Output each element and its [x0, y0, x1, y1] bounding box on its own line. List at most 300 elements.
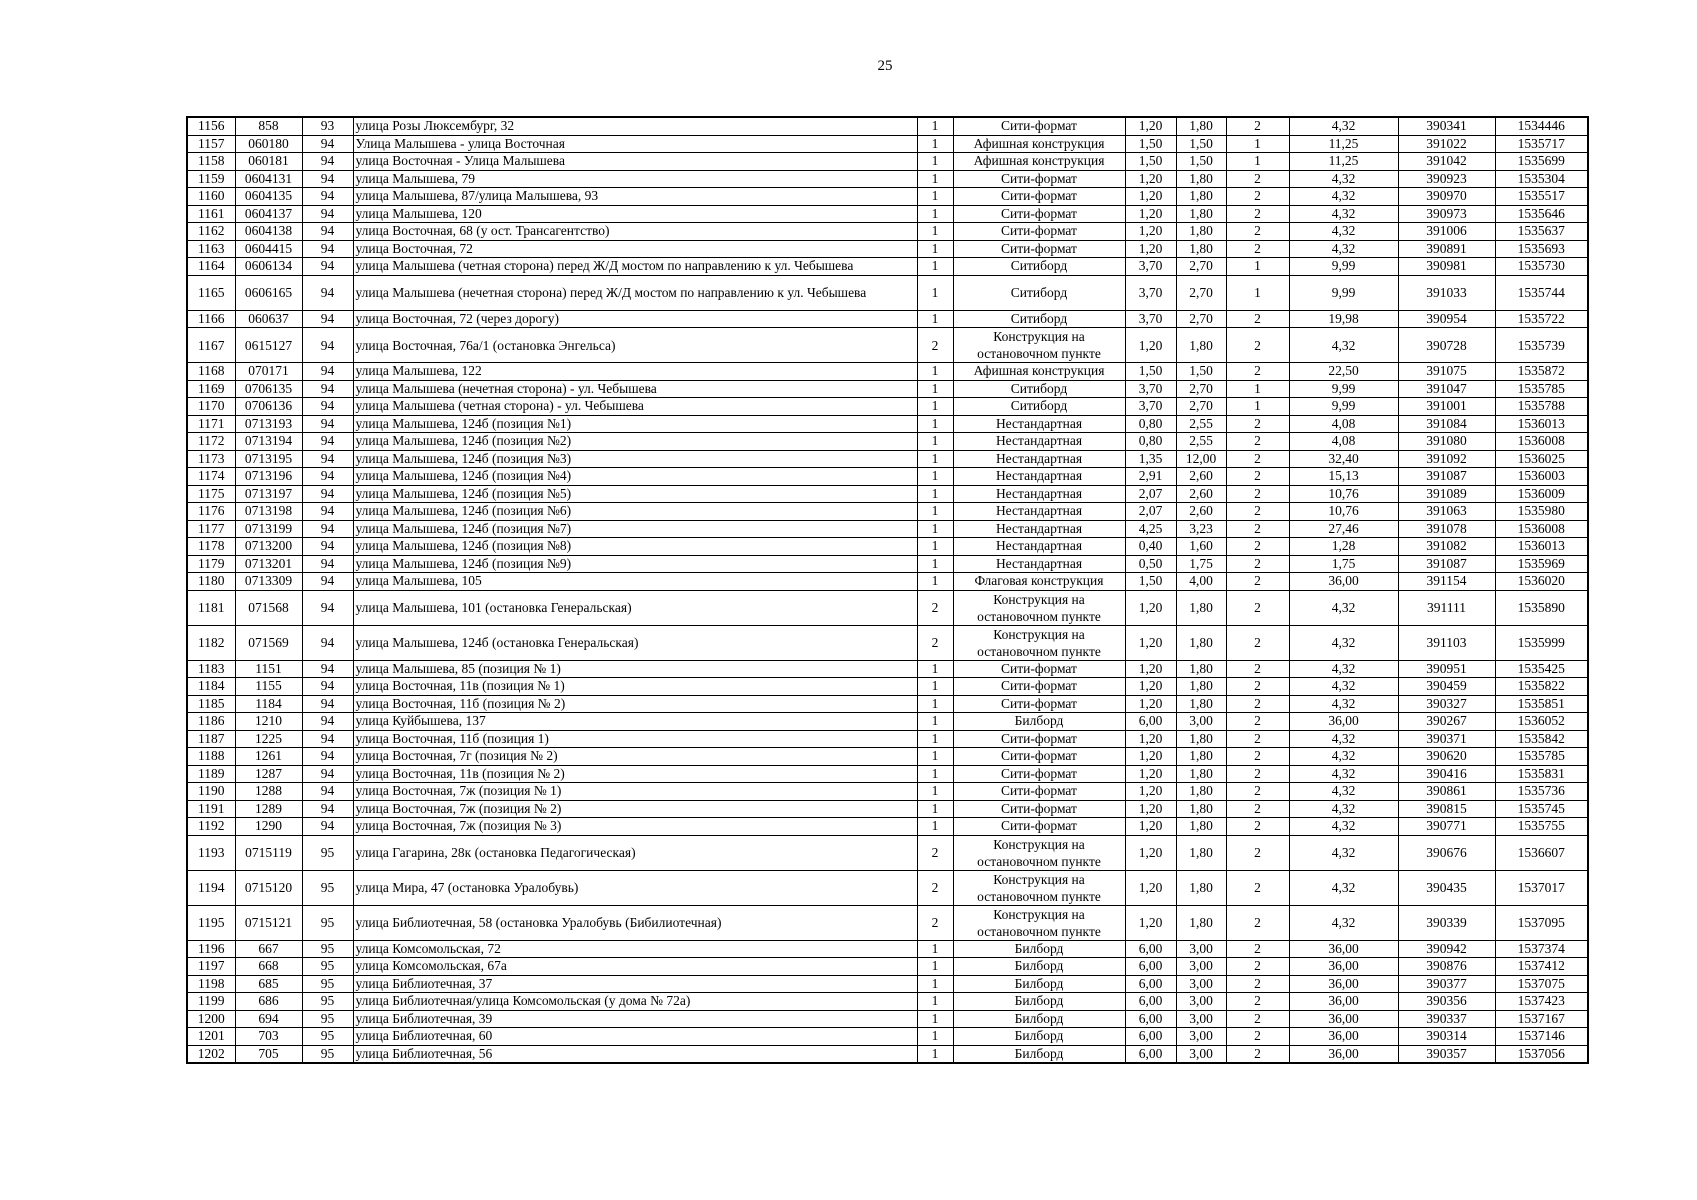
height-cell: 1,80 [1176, 835, 1226, 870]
construction-type-cell: Ситиборд [953, 258, 1125, 276]
type-code-cell: 1 [917, 800, 953, 818]
code-cell: 0606165 [235, 275, 302, 310]
height-cell: 3,00 [1176, 940, 1226, 958]
code-cell: 858 [235, 117, 302, 135]
district-cell: 94 [302, 748, 353, 766]
type-code-cell: 1 [917, 485, 953, 503]
height-cell: 1,80 [1176, 870, 1226, 905]
coord-x-cell: 390356 [1398, 993, 1495, 1011]
table-row [187, 223, 1588, 241]
coord-y-cell: 1535831 [1495, 765, 1588, 783]
area-cell: 36,00 [1289, 1010, 1398, 1028]
code-cell: 1210 [235, 713, 302, 731]
sides-cell: 2 [1226, 940, 1289, 958]
sides-cell: 2 [1226, 485, 1289, 503]
district-cell: 94 [302, 328, 353, 363]
coord-y-cell: 1536008 [1495, 520, 1588, 538]
height-cell: 12,00 [1176, 450, 1226, 468]
height-cell: 2,60 [1176, 503, 1226, 521]
coord-y-cell: 1535304 [1495, 170, 1588, 188]
code-cell: 0706135 [235, 380, 302, 398]
district-cell: 94 [302, 538, 353, 556]
row-number-cell: 1165 [187, 275, 235, 310]
table-row [187, 993, 1588, 1011]
address-cell: улица Малышева, 122 [353, 363, 917, 381]
address-cell: улица Восточная, 7ж (позиция № 2) [353, 800, 917, 818]
construction-type-cell: Сити-формат [953, 818, 1125, 836]
table-row [187, 398, 1588, 416]
width-cell: 1,20 [1125, 783, 1176, 801]
type-code-cell: 1 [917, 258, 953, 276]
address-cell: улица Малышева, 105 [353, 573, 917, 591]
construction-type-cell: Сити-формат [953, 117, 1125, 135]
coord-x-cell: 391087 [1398, 468, 1495, 486]
coord-y-cell: 1535872 [1495, 363, 1588, 381]
width-cell: 6,00 [1125, 1045, 1176, 1063]
height-cell: 3,00 [1176, 1010, 1226, 1028]
district-cell: 94 [302, 660, 353, 678]
height-cell: 2,55 [1176, 433, 1226, 451]
code-cell: 668 [235, 958, 302, 976]
coord-y-cell: 1535646 [1495, 205, 1588, 223]
height-cell: 3,00 [1176, 993, 1226, 1011]
code-cell: 1261 [235, 748, 302, 766]
type-code-cell: 1 [917, 975, 953, 993]
code-cell: 0713195 [235, 450, 302, 468]
width-cell: 3,70 [1125, 275, 1176, 310]
coord-x-cell: 390357 [1398, 1045, 1495, 1063]
district-cell: 94 [302, 258, 353, 276]
area-cell: 4,32 [1289, 783, 1398, 801]
type-code-cell: 1 [917, 153, 953, 171]
district-cell: 94 [302, 135, 353, 153]
construction-type-cell: Сити-формат [953, 240, 1125, 258]
coord-y-cell: 1535785 [1495, 380, 1588, 398]
address-cell: улица Библиотечная, 37 [353, 975, 917, 993]
district-cell: 95 [302, 975, 353, 993]
area-cell: 4,32 [1289, 870, 1398, 905]
sides-cell: 2 [1226, 993, 1289, 1011]
code-cell: 0715121 [235, 905, 302, 940]
coord-y-cell: 1535637 [1495, 223, 1588, 241]
district-cell: 95 [302, 905, 353, 940]
code-cell: 1288 [235, 783, 302, 801]
coord-y-cell: 1535517 [1495, 188, 1588, 206]
coord-x-cell: 391080 [1398, 433, 1495, 451]
coord-y-cell: 1535822 [1495, 678, 1588, 696]
type-code-cell: 2 [917, 835, 953, 870]
row-number-cell: 1179 [187, 555, 235, 573]
address-cell: улица Малышева, 124б (позиция №3) [353, 450, 917, 468]
code-cell: 0713193 [235, 415, 302, 433]
coord-x-cell: 390771 [1398, 818, 1495, 836]
coord-x-cell: 390459 [1398, 678, 1495, 696]
district-cell: 94 [302, 223, 353, 241]
width-cell: 6,00 [1125, 975, 1176, 993]
table-row [187, 1010, 1588, 1028]
sides-cell: 2 [1226, 310, 1289, 328]
type-code-cell: 1 [917, 170, 953, 188]
area-cell: 1,28 [1289, 538, 1398, 556]
sides-cell: 2 [1226, 555, 1289, 573]
coord-x-cell: 391103 [1398, 625, 1495, 660]
address-cell: улица Малышева, 124б (остановка Генеральская) [353, 625, 917, 660]
coord-x-cell: 391154 [1398, 573, 1495, 591]
width-cell: 2,07 [1125, 485, 1176, 503]
address-cell: улица Восточная, 11б (позиция 1) [353, 730, 917, 748]
table-row [187, 1028, 1588, 1046]
coord-x-cell: 390970 [1398, 188, 1495, 206]
district-cell: 94 [302, 520, 353, 538]
construction-type-cell: Сити-формат [953, 765, 1125, 783]
type-code-cell: 1 [917, 660, 953, 678]
row-number-cell: 1168 [187, 363, 235, 381]
area-cell: 9,99 [1289, 275, 1398, 310]
type-code-cell: 2 [917, 590, 953, 625]
coord-y-cell: 1535755 [1495, 818, 1588, 836]
row-number-cell: 1184 [187, 678, 235, 696]
height-cell: 3,00 [1176, 713, 1226, 731]
sides-cell: 2 [1226, 590, 1289, 625]
district-cell: 94 [302, 415, 353, 433]
type-code-cell: 1 [917, 555, 953, 573]
coord-x-cell: 391075 [1398, 363, 1495, 381]
type-code-cell: 1 [917, 1028, 953, 1046]
area-cell: 4,32 [1289, 818, 1398, 836]
type-code-cell: 1 [917, 363, 953, 381]
construction-type-cell: Сити-формат [953, 695, 1125, 713]
sides-cell: 2 [1226, 625, 1289, 660]
table-row [187, 870, 1588, 905]
register-table [186, 116, 1589, 1064]
row-number-cell: 1169 [187, 380, 235, 398]
construction-type-cell: Сити-формат [953, 730, 1125, 748]
height-cell: 1,80 [1176, 205, 1226, 223]
coord-x-cell: 391084 [1398, 415, 1495, 433]
row-number-cell: 1201 [187, 1028, 235, 1046]
construction-type-cell: Билборд [953, 975, 1125, 993]
address-cell: улица Малышева (нечетная сторона) перед Ж/Д мостом по направлению к ул. Чебышева [353, 275, 917, 310]
address-cell: улица Восточная, 76а/1 (остановка Энгельса) [353, 328, 917, 363]
height-cell: 1,50 [1176, 153, 1226, 171]
code-cell: 0604415 [235, 240, 302, 258]
coord-x-cell: 390620 [1398, 748, 1495, 766]
height-cell: 2,70 [1176, 310, 1226, 328]
coord-y-cell: 1535739 [1495, 328, 1588, 363]
area-cell: 32,40 [1289, 450, 1398, 468]
table-body [187, 117, 1588, 1063]
construction-type-cell: Конструкция на остановочном пункте [953, 590, 1125, 625]
height-cell: 1,60 [1176, 538, 1226, 556]
code-cell: 685 [235, 975, 302, 993]
height-cell: 1,50 [1176, 135, 1226, 153]
type-code-cell: 1 [917, 275, 953, 310]
type-code-cell: 1 [917, 135, 953, 153]
width-cell: 1,20 [1125, 835, 1176, 870]
address-cell: улица Малышева, 124б (позиция №1) [353, 415, 917, 433]
area-cell: 36,00 [1289, 940, 1398, 958]
area-cell: 36,00 [1289, 1028, 1398, 1046]
code-cell: 1184 [235, 695, 302, 713]
table-row [187, 555, 1588, 573]
height-cell: 1,80 [1176, 905, 1226, 940]
row-number-cell: 1172 [187, 433, 235, 451]
sides-cell: 2 [1226, 783, 1289, 801]
coord-x-cell: 390951 [1398, 660, 1495, 678]
table-row [187, 153, 1588, 171]
address-cell: улица Малышева, 124б (позиция №6) [353, 503, 917, 521]
coord-y-cell: 1535969 [1495, 555, 1588, 573]
area-cell: 1,75 [1289, 555, 1398, 573]
type-code-cell: 1 [917, 695, 953, 713]
code-cell: 060637 [235, 310, 302, 328]
construction-type-cell: Сити-формат [953, 748, 1125, 766]
construction-type-cell: Билборд [953, 713, 1125, 731]
height-cell: 1,80 [1176, 730, 1226, 748]
width-cell: 0,50 [1125, 555, 1176, 573]
sides-cell: 2 [1226, 870, 1289, 905]
width-cell: 0,80 [1125, 433, 1176, 451]
code-cell: 705 [235, 1045, 302, 1063]
address-cell: улица Восточная, 11в (позиция № 2) [353, 765, 917, 783]
table-row [187, 748, 1588, 766]
coord-y-cell: 1537412 [1495, 958, 1588, 976]
district-cell: 94 [302, 800, 353, 818]
width-cell: 1,20 [1125, 223, 1176, 241]
district-cell: 94 [302, 240, 353, 258]
table-row [187, 135, 1588, 153]
type-code-cell: 1 [917, 468, 953, 486]
address-cell: улица Библиотечная, 60 [353, 1028, 917, 1046]
coord-x-cell: 390267 [1398, 713, 1495, 731]
table-row [187, 258, 1588, 276]
table-row [187, 625, 1588, 660]
height-cell: 4,00 [1176, 573, 1226, 591]
district-cell: 94 [302, 433, 353, 451]
code-cell: 0713196 [235, 468, 302, 486]
area-cell: 4,32 [1289, 730, 1398, 748]
coord-x-cell: 390923 [1398, 170, 1495, 188]
sides-cell: 2 [1226, 765, 1289, 783]
type-code-cell: 1 [917, 993, 953, 1011]
coord-y-cell: 1535999 [1495, 625, 1588, 660]
type-code-cell: 1 [917, 205, 953, 223]
construction-type-cell: Сити-формат [953, 170, 1125, 188]
district-cell: 94 [302, 713, 353, 731]
coord-x-cell: 390891 [1398, 240, 1495, 258]
coord-y-cell: 1535842 [1495, 730, 1588, 748]
height-cell: 1,80 [1176, 800, 1226, 818]
address-cell: улица Малышева, 124б (позиция №8) [353, 538, 917, 556]
area-cell: 36,00 [1289, 975, 1398, 993]
sides-cell: 2 [1226, 1045, 1289, 1063]
sides-cell: 2 [1226, 573, 1289, 591]
address-cell: улица Восточная - Улица Малышева [353, 153, 917, 171]
district-cell: 94 [302, 695, 353, 713]
address-cell: улица Малышева (четная сторона) перед Ж/Д мостом по направлению к ул. Чебышева [353, 258, 917, 276]
area-cell: 4,32 [1289, 800, 1398, 818]
sides-cell: 2 [1226, 170, 1289, 188]
width-cell: 1,50 [1125, 573, 1176, 591]
district-cell: 94 [302, 818, 353, 836]
district-cell: 94 [302, 450, 353, 468]
area-cell: 22,50 [1289, 363, 1398, 381]
height-cell: 2,70 [1176, 258, 1226, 276]
type-code-cell: 1 [917, 678, 953, 696]
table-row [187, 1045, 1588, 1063]
construction-type-cell: Ситиборд [953, 398, 1125, 416]
table-row [187, 520, 1588, 538]
coord-x-cell: 390942 [1398, 940, 1495, 958]
height-cell: 2,55 [1176, 415, 1226, 433]
sides-cell: 2 [1226, 800, 1289, 818]
address-cell: улица Малышева, 124б (позиция №7) [353, 520, 917, 538]
coord-x-cell: 391022 [1398, 135, 1495, 153]
type-code-cell: 1 [917, 1010, 953, 1028]
district-cell: 95 [302, 1010, 353, 1028]
area-cell: 27,46 [1289, 520, 1398, 538]
table-row [187, 468, 1588, 486]
coord-y-cell: 1536052 [1495, 713, 1588, 731]
height-cell: 1,80 [1176, 625, 1226, 660]
coord-x-cell: 390876 [1398, 958, 1495, 976]
coord-x-cell: 391063 [1398, 503, 1495, 521]
area-cell: 4,32 [1289, 240, 1398, 258]
coord-x-cell: 391087 [1398, 555, 1495, 573]
row-number-cell: 1193 [187, 835, 235, 870]
code-cell: 1289 [235, 800, 302, 818]
height-cell: 1,50 [1176, 363, 1226, 381]
table-row [187, 205, 1588, 223]
coord-x-cell: 390954 [1398, 310, 1495, 328]
district-cell: 94 [302, 678, 353, 696]
sides-cell: 2 [1226, 713, 1289, 731]
row-number-cell: 1194 [187, 870, 235, 905]
coord-x-cell: 391092 [1398, 450, 1495, 468]
width-cell: 1,50 [1125, 363, 1176, 381]
type-code-cell: 2 [917, 625, 953, 660]
code-cell: 1155 [235, 678, 302, 696]
construction-type-cell: Афишная конструкция [953, 135, 1125, 153]
table-row [187, 433, 1588, 451]
construction-type-cell: Билборд [953, 940, 1125, 958]
construction-type-cell: Сити-формат [953, 223, 1125, 241]
code-cell: 1151 [235, 660, 302, 678]
construction-type-cell: Сити-формат [953, 205, 1125, 223]
width-cell: 2,91 [1125, 468, 1176, 486]
construction-type-cell: Билборд [953, 958, 1125, 976]
row-number-cell: 1175 [187, 485, 235, 503]
height-cell: 1,80 [1176, 695, 1226, 713]
coord-x-cell: 391078 [1398, 520, 1495, 538]
table-row [187, 240, 1588, 258]
code-cell: 703 [235, 1028, 302, 1046]
type-code-cell: 1 [917, 380, 953, 398]
sides-cell: 2 [1226, 468, 1289, 486]
code-cell: 0606134 [235, 258, 302, 276]
area-cell: 11,25 [1289, 153, 1398, 171]
sides-cell: 2 [1226, 433, 1289, 451]
row-number-cell: 1189 [187, 765, 235, 783]
coord-x-cell: 391006 [1398, 223, 1495, 241]
address-cell: улица Библиотечная, 56 [353, 1045, 917, 1063]
table-row [187, 415, 1588, 433]
sides-cell: 2 [1226, 1028, 1289, 1046]
address-cell: улица Восточная, 7ж (позиция № 3) [353, 818, 917, 836]
sides-cell: 1 [1226, 275, 1289, 310]
construction-type-cell: Афишная конструкция [953, 363, 1125, 381]
coord-x-cell: 390314 [1398, 1028, 1495, 1046]
area-cell: 36,00 [1289, 1045, 1398, 1063]
address-cell: улица Малышева, 101 (остановка Генеральская) [353, 590, 917, 625]
area-cell: 9,99 [1289, 380, 1398, 398]
construction-type-cell: Конструкция на остановочном пункте [953, 835, 1125, 870]
table-row [187, 573, 1588, 591]
height-cell: 3,00 [1176, 958, 1226, 976]
coord-x-cell: 391082 [1398, 538, 1495, 556]
width-cell: 6,00 [1125, 1010, 1176, 1028]
width-cell: 0,40 [1125, 538, 1176, 556]
width-cell: 1,20 [1125, 905, 1176, 940]
row-number-cell: 1170 [187, 398, 235, 416]
coord-y-cell: 1535980 [1495, 503, 1588, 521]
type-code-cell: 1 [917, 520, 953, 538]
row-number-cell: 1164 [187, 258, 235, 276]
area-cell: 4,32 [1289, 765, 1398, 783]
construction-type-cell: Нестандартная [953, 555, 1125, 573]
district-cell: 94 [302, 765, 353, 783]
width-cell: 1,20 [1125, 765, 1176, 783]
row-number-cell: 1197 [187, 958, 235, 976]
table-row [187, 975, 1588, 993]
district-cell: 94 [302, 485, 353, 503]
sides-cell: 2 [1226, 503, 1289, 521]
coord-y-cell: 1536020 [1495, 573, 1588, 591]
coord-y-cell: 1537167 [1495, 1010, 1588, 1028]
address-cell: улица Восточная, 11б (позиция № 2) [353, 695, 917, 713]
address-cell: улица Восточная, 72 [353, 240, 917, 258]
width-cell: 1,20 [1125, 590, 1176, 625]
row-number-cell: 1190 [187, 783, 235, 801]
coord-y-cell: 1536025 [1495, 450, 1588, 468]
type-code-cell: 1 [917, 730, 953, 748]
code-cell: 667 [235, 940, 302, 958]
code-cell: 0604138 [235, 223, 302, 241]
height-cell: 3,00 [1176, 975, 1226, 993]
width-cell: 1,50 [1125, 135, 1176, 153]
sides-cell: 2 [1226, 328, 1289, 363]
construction-type-cell: Сити-формат [953, 783, 1125, 801]
code-cell: 071569 [235, 625, 302, 660]
coord-y-cell: 1535890 [1495, 590, 1588, 625]
area-cell: 4,32 [1289, 678, 1398, 696]
coord-y-cell: 1536607 [1495, 835, 1588, 870]
district-cell: 94 [302, 503, 353, 521]
width-cell: 1,20 [1125, 188, 1176, 206]
construction-type-cell: Конструкция на остановочном пункте [953, 328, 1125, 363]
row-number-cell: 1158 [187, 153, 235, 171]
row-number-cell: 1186 [187, 713, 235, 731]
code-cell: 0715120 [235, 870, 302, 905]
coord-x-cell: 391047 [1398, 380, 1495, 398]
row-number-cell: 1180 [187, 573, 235, 591]
area-cell: 4,32 [1289, 590, 1398, 625]
code-cell: 0713201 [235, 555, 302, 573]
coord-x-cell: 391042 [1398, 153, 1495, 171]
width-cell: 6,00 [1125, 1028, 1176, 1046]
row-number-cell: 1196 [187, 940, 235, 958]
coord-x-cell: 390861 [1398, 783, 1495, 801]
